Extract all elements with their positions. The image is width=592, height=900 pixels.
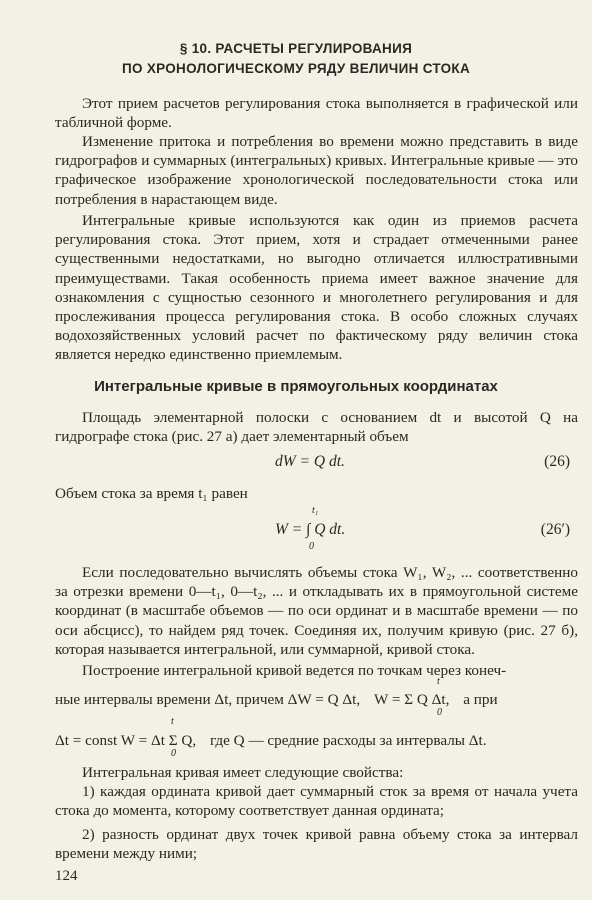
paragraph-7-line-2-part-b: W = Σ Q Δt, [373, 691, 450, 708]
paragraph-4 [55, 408, 578, 446]
paragraph-5 [55, 484, 578, 503]
paragraph-8 [55, 763, 578, 782]
paragraph-1-text: Этот прием расчетов регулирования стока выполняется в графической или табличной форме. [55, 95, 578, 132]
paragraph-3-text: Интегральные кривые используются как один из приемов расчета регулирования стока. Этот прием, хотя и страдает отмеченными ранее существенными недостатками, но выгодно отличается иллюстративными преимуществами. Такая особенность приема имеет важное значение для ознакомления с сущностью сезонного и многолетнего регулирования и для прослеживания процесса регулирования стока. В особо сложных случаях водохозяйственных условий расчет по фактическому ряду величин стока является нередко единственно приемлемым. [55, 212, 578, 364]
property-item-2-text: 2) разность ординат двух точек кривой равна объему стока за интервал времени между ними; [55, 826, 578, 863]
paragraph-6 [55, 563, 578, 659]
sum-lower-limit-1: 0 [437, 707, 442, 718]
sum-upper-limit-1: t [437, 676, 440, 687]
paragraph-7-line-3 [55, 731, 578, 750]
paragraph-1 [55, 94, 578, 132]
sum-upper-limit-2: t [171, 716, 174, 727]
equation-26-number: (26) [544, 453, 570, 470]
section-title-line-2: ПО ХРОНОЛОГИЧЕСКОМУ РЯДУ ВЕЛИЧИН СТОКА [121, 61, 471, 76]
paragraph-7-line-2 [55, 690, 578, 709]
integral-lower-limit: 0 [309, 541, 314, 552]
integral-upper-limit: t₁ [312, 505, 319, 516]
paragraph-5-text: Объем стока за время t₁ равен [55, 485, 248, 502]
property-item-1 [55, 782, 578, 820]
paragraph-7-line-1: Построение интегральной кривой ведется по точкам через конеч- [82, 662, 507, 679]
paragraph-7-line-3-part-b: где Q — средние расходы за интервалы Δt. [209, 732, 487, 749]
paragraph-4-text: Площадь элементарной полоски с основанием dt и высотой Q на гидрографе стока (рис. 27 а) дает элементарный объем [55, 409, 578, 446]
paragraph-7-line-3-part-a: Δt = const W = Δt Σ Q, [55, 732, 197, 749]
page-number: 124 [55, 868, 78, 884]
paragraph-2 [55, 132, 578, 209]
paragraph-3 [55, 211, 578, 365]
equation-26-prime: W = ∫ Q dt. [275, 521, 346, 538]
equation-26-prime-number: (26′) [540, 521, 570, 538]
equation-26: dW = Q dt. [275, 453, 345, 470]
subheading: Интегральные кривые в прямоугольных координатах [94, 378, 498, 395]
paragraph-2-text: Изменение притока и потребления во времени можно представить в виде гидрографов и суммарных (интегральных) кривых. Интегральные кривые — это графическое изображение хронологической последовательности стока или потребления в нарастающем виде. [55, 133, 578, 208]
paragraph-8-text: Интегральная кривая имеет следующие свойства: [82, 764, 404, 781]
property-item-2 [55, 825, 578, 863]
paragraph-7-line-2-part-a: ные интервалы времени Δt, причем ΔW = Q Δt, [55, 691, 361, 708]
paragraph-7-line-2-part-c: а при [463, 691, 498, 708]
paragraph-6-text: Если последовательно вычислять объемы стока W₁, W₂, ... соответственно за отрезки времени 0—t₁, 0—t₂, ... и откладывать их в прямоугольной системе координат (в масштабе объемов — по оси ординат и в масштабе времени — по оси абсцисс), то найдем ряд точек. Соединяя их, получим кривую (рис. 27 б), которая называется интегральной, или суммарной, кривой стока. [55, 564, 578, 658]
sum-lower-limit-2: 0 [171, 748, 176, 759]
property-item-1-text: 1) каждая ордината кривой дает суммарный сток за время от начала учета стока до момента, которому соответствует данная ордината; [55, 783, 578, 820]
section-title-line-1: § 10. РАСЧЕТЫ РЕГУЛИРОВАНИЯ [179, 41, 413, 56]
